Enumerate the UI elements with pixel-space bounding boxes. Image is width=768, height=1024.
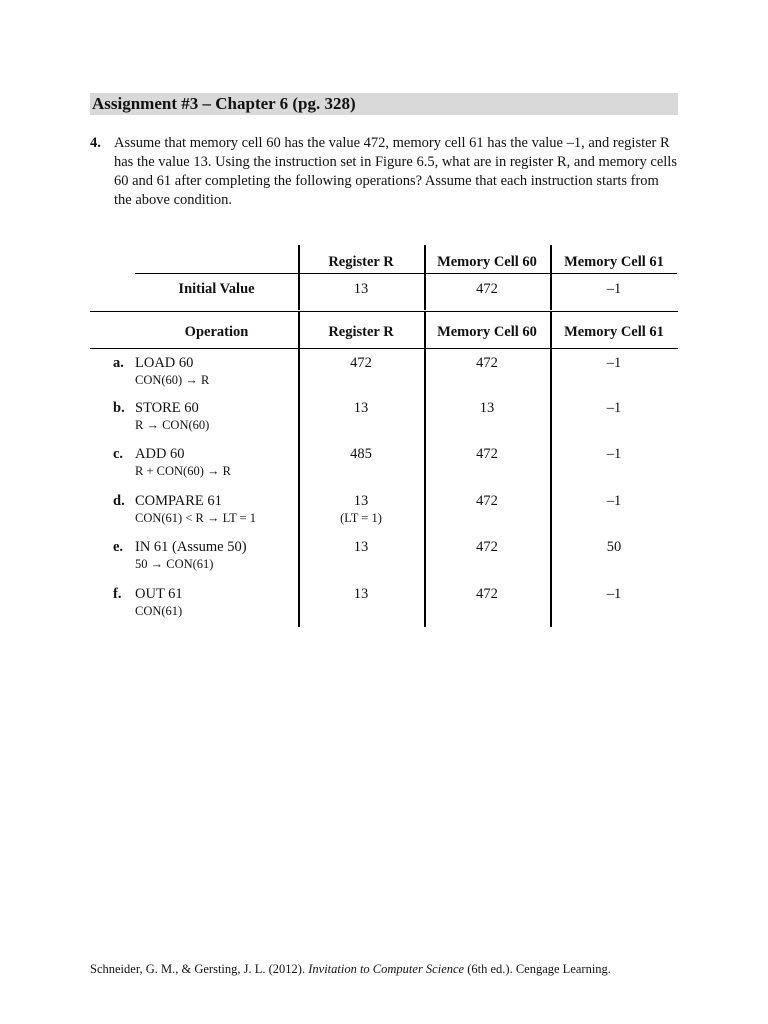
initial-memory-60: 472 xyxy=(476,281,498,297)
row-b-memory-61: –1 xyxy=(606,400,622,416)
row-f-operation: OUT 61 xyxy=(135,586,183,602)
top-table-rule xyxy=(135,273,677,274)
row-e-register-r: 13 xyxy=(353,539,369,555)
row-f-memory-61: –1 xyxy=(606,586,622,602)
row-d-memory-60: 472 xyxy=(476,493,498,509)
citation-footer xyxy=(90,962,611,977)
row-e-memory-60: 472 xyxy=(476,539,498,555)
row-d-operation: COMPARE 61 xyxy=(135,493,222,509)
row-c-operation: ADD 60 xyxy=(135,446,185,462)
row-f-memory-60: 472 xyxy=(476,586,498,602)
row-d-register-note: (LT = 1) xyxy=(340,511,382,525)
ops-header-memory-61: Memory Cell 61 xyxy=(564,324,664,340)
row-b-memory-60: 13 xyxy=(479,400,495,416)
row-e-operation: IN 61 (Assume 50) xyxy=(135,539,247,555)
row-a-register-r: 472 xyxy=(350,355,372,371)
row-d-register-r: 13 xyxy=(353,493,369,509)
row-a-memory-61: –1 xyxy=(606,355,622,371)
ops-header-memory-60: Memory Cell 60 xyxy=(437,324,537,340)
row-a-operation: LOAD 60 xyxy=(135,355,194,371)
row-b-letter: b. xyxy=(113,400,125,416)
ops-header-operation: Operation xyxy=(184,324,249,340)
ops-table-top-rule xyxy=(90,311,678,312)
row-a-description: CON(60) → R xyxy=(135,373,210,387)
initial-register-r: 13 xyxy=(353,281,369,297)
row-c-description: R + CON(60) → R xyxy=(135,464,231,478)
row-e-letter: e. xyxy=(113,539,124,555)
ops-header-register-r: Register R xyxy=(328,324,394,340)
citation-publisher: (6th ed.). Cengage Learning. xyxy=(464,962,611,976)
question-text: Assume that memory cell 60 has the value 472, memory cell 61 has the value –1, and register R has the value 13. Using the instruction set in Figure 6.5, what are in register R, and memory cells 60 and 61 after completing the following operations? Assume that each instruction starts from the above condition. xyxy=(114,135,677,208)
row-f-description: CON(61) xyxy=(135,604,183,618)
row-a-letter: a. xyxy=(113,355,124,371)
initial-memory-61: –1 xyxy=(606,281,622,297)
row-d-memory-61: –1 xyxy=(606,493,622,509)
top-header-memory-61: Memory Cell 61 xyxy=(564,254,664,270)
row-c-memory-60: 472 xyxy=(476,446,498,462)
row-d-letter: d. xyxy=(113,493,125,509)
row-f-letter: f. xyxy=(113,586,122,602)
citation-title: Invitation to Computer Science xyxy=(308,962,465,976)
row-f-register-r: 13 xyxy=(353,586,369,602)
row-c-memory-61: –1 xyxy=(606,446,622,462)
row-e-description: 50 → CON(61) xyxy=(135,557,214,571)
assignment-heading-bar xyxy=(90,93,678,115)
row-c-register-r: 485 xyxy=(350,446,372,462)
ops-table-header-rule xyxy=(90,348,678,349)
top-header-memory-60: Memory Cell 60 xyxy=(437,254,537,270)
citation-authors: Schneider, G. M., & Gersting, J. L. (2012). xyxy=(90,962,309,976)
question-number: 4. xyxy=(90,135,101,151)
row-b-register-r: 13 xyxy=(353,400,369,416)
row-b-description: R → CON(60) xyxy=(135,418,210,432)
row-c-letter: c. xyxy=(113,446,124,462)
top-header-register-r: Register R xyxy=(328,254,394,270)
initial-value-label: Initial Value xyxy=(178,281,255,297)
row-d-description: CON(61) < R → LT = 1 xyxy=(135,511,257,525)
assignment-heading: Assignment #3 – Chapter 6 (pg. 328) xyxy=(92,94,356,113)
row-e-memory-61: 50 xyxy=(606,539,622,555)
row-b-operation: STORE 60 xyxy=(135,400,199,416)
row-a-memory-60: 472 xyxy=(476,355,498,371)
